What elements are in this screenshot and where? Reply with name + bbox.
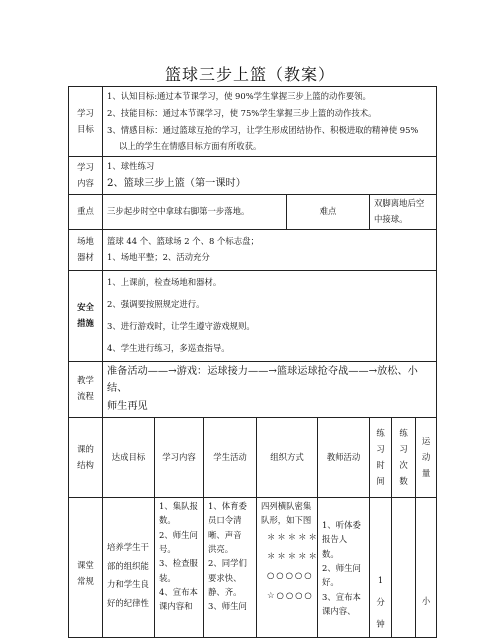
formation-row: ○○○○○	[267, 570, 314, 581]
routine-organization: 四列横队密集 队形，如下图 ＊＊＊＊＊ ＊＊＊＊＊ ○○○○○ ☆○○○○	[257, 498, 318, 638]
routine-content: 1、集队报 数。 2、师生问 号。 3、检查服 装。 4、宣布本 课内容和	[155, 498, 204, 638]
routine-exercise-load: 小	[416, 498, 437, 638]
objectives-label: 学习 目标	[69, 87, 103, 157]
routine-practice-count	[392, 498, 416, 638]
key-point-label: 重点	[69, 195, 103, 230]
header-goal: 达成目标	[103, 418, 155, 498]
formation-diagram	[261, 528, 319, 605]
header-organization: 组织方式	[257, 418, 318, 498]
content-row	[69, 157, 437, 195]
header-teacher-activity: 教师活动	[318, 418, 370, 498]
process-label: 教学 流程	[69, 361, 103, 418]
header-practice-time: 练 习 时 间	[370, 418, 392, 498]
header-practice-count: 练 习 次 数	[392, 418, 416, 498]
routine-practice-time: 1 分 钟	[370, 498, 392, 638]
formation-row: ＊＊＊＊＊	[267, 550, 319, 561]
venue-text: 篮球 44 个、篮球场 2 个、8 个标志盘； 1、场地平整；2、活动充分	[103, 230, 437, 271]
routine-label: 课堂 常规	[69, 498, 103, 638]
content-label: 学习 内容	[69, 157, 103, 195]
lesson-plan-table	[68, 86, 437, 638]
key-point-text: 三步起步时空中拿球右脚第一步落地。	[103, 195, 287, 230]
routine-student-activity: 1、体育委 员口令清 晰、声音 洪亮。 2、同学们 要求快、 静、齐。 3、师生问	[204, 498, 257, 638]
process-row	[69, 361, 437, 418]
structure-label: 课的 结构	[69, 418, 103, 498]
routine-goal: 培养学生干 部的组织能 力和学生良 好的纪律性	[103, 498, 155, 638]
content-text: 1、球性练习 2、篮球三步上篮（第一课时）	[103, 157, 437, 195]
venue-label: 场地 器材	[69, 230, 103, 271]
structure-header-row	[69, 418, 437, 498]
key-point-row	[69, 195, 437, 230]
document-title: 篮球三步上篮（教案）	[164, 65, 335, 84]
safety-text: 1、上课前，检查场地和器材。 2、强调要按照规定进行。 3、进行游戏时，让学生遵守游戏规则。 4、学生进行练习，多巡查指导。	[103, 271, 437, 361]
safety-label: 安全 措施	[69, 271, 103, 361]
header-student-activity: 学生活动	[204, 418, 257, 498]
objectives-text: 1、认知目标:通过本节课学习，使 90%学生掌握三步上篮的动作要领。 2、技能目标：通过本节课学习，使 75%学生掌握三步上篮的动作技术。 3、情感目标：通过篮球互抢的学习，让学生形成团结协作、积极进取的精神使 95% 以上的学生在情感目标方面有所收获。	[103, 87, 437, 157]
routine-row	[69, 498, 437, 638]
formation-row: ☆○○○○	[267, 589, 314, 600]
header-content: 学习内容	[155, 418, 204, 498]
venue-row	[69, 230, 437, 271]
process-text: 准备活动——→游戏：运球接力——→篮球运球抢夺战——→放松、小结、 师生再见	[103, 361, 437, 418]
difficulty-text: 双脚离地后空中接球。	[370, 195, 437, 230]
objectives-row	[69, 87, 437, 157]
header-exercise-load: 运 动 量	[416, 418, 437, 498]
safety-row	[69, 271, 437, 361]
routine-teacher-activity: 1、听体委 报告人 数。 2、师生问 好。 3、宣布本 课内容、	[318, 498, 370, 638]
formation-row: ＊＊＊＊＊	[267, 531, 319, 542]
difficulty-label: 难点	[287, 195, 370, 230]
